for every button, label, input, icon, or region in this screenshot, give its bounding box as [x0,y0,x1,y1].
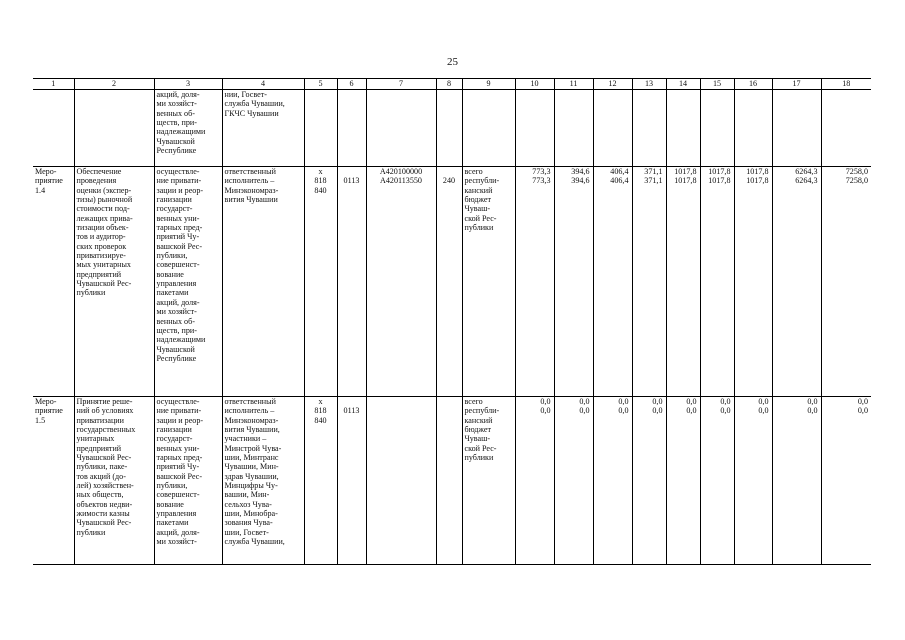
value-cell [734,90,772,167]
description-cell [74,90,154,167]
header-cell: 13 [632,79,666,90]
table-row [33,167,871,397]
executor-cell: нии, Госвет- служба Чувашии, ГКЧС Чувашии [222,90,304,167]
value-cell: 1017,8 1017,8 [666,167,700,397]
description-cell: Принятие реше- ний об условиях приватизации государственных унитарных предприятий Чувашской Рес- публики, паке- тов акций (до- лей) хозяйствен- ных обществ, объектов недви- жимости казны Чувашской Рес- публики [74,397,154,565]
header-cell: 9 [462,79,515,90]
executor-cell: ответственный исполнитель – Минэкономраз- вития Чувашии [222,167,304,397]
value-cell: 6264,3 6264,3 [772,167,821,397]
header-cell: 3 [154,79,222,90]
header-cell: 16 [734,79,772,90]
value-cell: 1017,8 1017,8 [700,167,734,397]
value-cell: 0,0 0,0 [700,397,734,565]
executor-cell: ответственный исполнитель – Минэкономраз- вития Чувашии, участники – Минстрой Чува- шии, Минтранс Чувашии, Мин- здрав Чувашии, Минцифры Чу- вашии, Мин- сельхоз Чува- шии, Минобра- зования Чува- шии, Госвет- служба Чувашии, [222,397,304,565]
value-cell: 773,3 773,3 [515,167,554,397]
activity-cell [33,90,74,167]
expense-type-cell: 240 [436,167,462,397]
grbs-code-cell: x 818 840 [304,397,337,565]
header-cell: 15 [700,79,734,90]
value-cell [700,90,734,167]
value-cell: 394,6 394,6 [554,167,593,397]
value-cell: 371,1 371,1 [632,167,666,397]
budget-table [33,78,871,565]
value-cell [554,90,593,167]
section-code-cell: 0113 [337,397,366,565]
value-cell: 1017,8 1017,8 [734,167,772,397]
value-cell [772,90,821,167]
expense-type-cell [436,397,462,565]
target-item-cell [366,397,436,565]
target-item-cell [366,90,436,167]
description-cell: Обеспечение проведения оценки (экспер- тизы) рыночной стоимости под- лежащих прива- тизации объек- тов и аудитор- ских проверок приватизируе- мых унитарных предприятий Чувашской Рес- публики [74,167,154,397]
header-cell: 18 [821,79,871,90]
activity-cell: Меро- приятие 1.5 [33,397,74,565]
grbs-code-cell: x 818 840 [304,167,337,397]
value-cell: 0,0 0,0 [554,397,593,565]
header-cell: 1 [33,79,74,90]
target-item-cell: А420100000 А420113550 [366,167,436,397]
funding-source-cell [462,90,515,167]
value-cell [821,90,871,167]
funding-source-cell: всего республи- канский бюджет Чуваш- ской Рес- публики [462,397,515,565]
header-cell: 12 [593,79,632,90]
grbs-code-cell [304,90,337,167]
value-cell: 0,0 0,0 [666,397,700,565]
value-cell [666,90,700,167]
header-cell: 10 [515,79,554,90]
header-cell: 8 [436,79,462,90]
section-code-cell [337,90,366,167]
section-code-cell: 0113 [337,167,366,397]
value-cell: 0,0 0,0 [734,397,772,565]
header-cell: 5 [304,79,337,90]
value-cell: 0,0 0,0 [632,397,666,565]
result-cell: осуществле- ние привати- зации и реор- ганизации государст- венных уни- тарных пред- приятий Чу- вашской Рес- публики, совершенст- вование управления пакетами акций, доля- ми хозяйст- венных об- ществ, при- надлежащими Чувашской Республике [154,167,222,397]
value-cell [593,90,632,167]
value-cell [632,90,666,167]
header-cell: 7 [366,79,436,90]
funding-source-cell: всего республи- канский бюджет Чуваш- ской Рес- публики [462,167,515,397]
value-cell: 406,4 406,4 [593,167,632,397]
table-row [33,90,871,167]
value-cell: 0,0 0,0 [515,397,554,565]
value-cell [515,90,554,167]
expense-type-cell [436,90,462,167]
value-cell: 0,0 0,0 [772,397,821,565]
table-row [33,397,871,565]
page-number: 25 [447,56,458,68]
result-cell: акций, доля- ми хозяйст- венных об- ществ, при- надлежащими Чувашской Республике [154,90,222,167]
header-cell: 17 [772,79,821,90]
value-cell: 7258,0 7258,0 [821,167,871,397]
header-row [33,79,871,90]
activity-cell: Меро- приятие 1.4 [33,167,74,397]
result-cell: осуществле- ние привати- зации и реор- ганизации государст- венных уни- тарных пред- приятий Чу- вашской Рес- публики, совершенст- вование управления пакетами акций, доля- ми хозяйст- [154,397,222,565]
header-cell: 14 [666,79,700,90]
header-cell: 11 [554,79,593,90]
value-cell: 0,0 0,0 [821,397,871,565]
header-cell: 2 [74,79,154,90]
header-cell: 6 [337,79,366,90]
value-cell: 0,0 0,0 [593,397,632,565]
header-cell: 4 [222,79,304,90]
